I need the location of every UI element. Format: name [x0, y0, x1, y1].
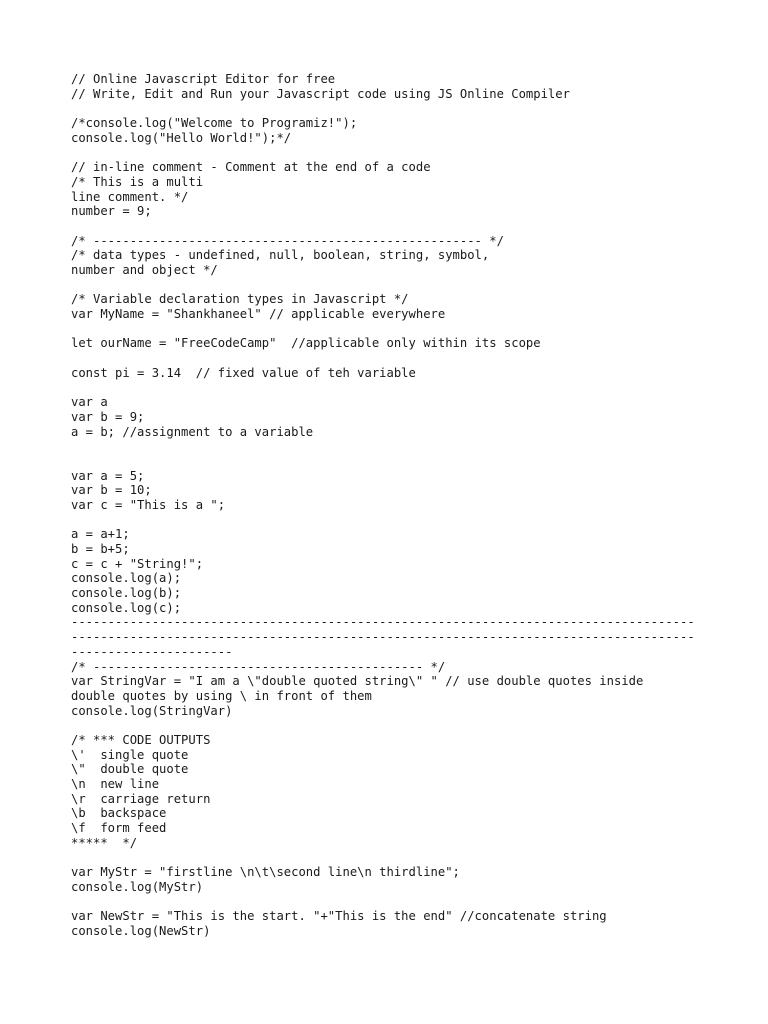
- blank-line: [71, 850, 701, 865]
- code-line: /* Variable declaration types in Javascript */: [71, 292, 409, 307]
- code-line: /* This is a multi: [71, 174, 204, 189]
- code-line: console.log(StringVar): [71, 703, 233, 718]
- code-line: console.log(a);: [71, 571, 182, 586]
- blank-line: [71, 101, 701, 116]
- code-line: var a: [71, 395, 108, 410]
- code-line: \r carriage return: [71, 791, 211, 806]
- code-line: var c = "This is a ";: [71, 497, 226, 512]
- code-line: console.log(b);: [71, 586, 182, 601]
- code-line: \" double quote: [71, 762, 189, 777]
- code-line: var a = 5;: [71, 468, 145, 483]
- code-line: var b = 9;: [71, 409, 145, 424]
- blank-line: [71, 322, 701, 337]
- blank-line: [71, 351, 701, 366]
- code-line: double quotes by using \ in front of them: [71, 688, 372, 703]
- blank-line: [71, 895, 701, 910]
- code-line: console.log(NewStr): [71, 923, 211, 938]
- code-line: var NewStr = "This is the start. "+"This is the end" //concatenate string: [71, 909, 607, 924]
- code-line: ----------------------: [71, 644, 233, 659]
- code-line: // Online Javascript Editor for free: [71, 72, 336, 86]
- code-line: line comment. */: [71, 189, 189, 204]
- blank-line: [71, 454, 701, 469]
- blank-line: [71, 278, 701, 293]
- code-line: \' single quote: [71, 747, 189, 762]
- code-line: \n new line: [71, 777, 160, 791]
- code-line: var MyName = "Shankhaneel" // applicable everywhere: [71, 307, 446, 321]
- code-line: /*console.log("Welcome to Programiz!");: [71, 116, 358, 131]
- code-line: // Write, Edit and Run your Javascript code using JS Online Compiler: [71, 86, 570, 101]
- code-line: number and object */: [71, 262, 218, 277]
- code-line: a = b; //assignment to a variable: [71, 424, 314, 439]
- code-line: /* ----------------------------------------------------- */: [71, 233, 504, 248]
- code-line: const pi = 3.14 // fixed value of teh variable: [71, 365, 416, 380]
- code-line: var b = 10;: [71, 483, 152, 498]
- code-line: c = c + "String!";: [71, 556, 204, 571]
- code-line: console.log(c);: [71, 600, 182, 615]
- blank-line: [71, 439, 701, 454]
- code-line: var StringVar = "I am a \"double quoted string\" " // use double quotes inside: [71, 674, 644, 689]
- code-line: console.log(MyStr): [71, 879, 204, 894]
- code-line: /* --------------------------------------------- */: [71, 659, 446, 674]
- code-text-block: [71, 72, 701, 939]
- code-line: \f form feed: [71, 821, 167, 836]
- code-line: b = b+5;: [71, 542, 130, 556]
- code-line: ***** */: [71, 835, 138, 850]
- code-line: // in-line comment - Comment at the end of a code: [71, 160, 431, 175]
- code-line: \b backspace: [71, 806, 167, 821]
- code-line: let ourName = "FreeCodeCamp" //applicable only within its scope: [71, 336, 541, 351]
- code-line: a = a+1;: [71, 527, 130, 542]
- code-line: number = 9;: [71, 204, 152, 219]
- blank-line: [71, 145, 701, 160]
- code-line: var MyStr = "firstline \n\t\second line\n thirdline";: [71, 865, 460, 880]
- code-line: /* data types - undefined, null, boolean, string, symbol,: [71, 248, 490, 263]
- blank-line: [71, 718, 701, 733]
- code-line: /* *** CODE OUTPUTS: [71, 732, 211, 747]
- code-line: -------------------------------------------------------------------------------------: [71, 630, 695, 645]
- blank-line: [71, 380, 701, 395]
- code-line: -------------------------------------------------------------------------------------: [71, 615, 695, 630]
- blank-line: [71, 513, 701, 528]
- blank-line: [71, 219, 701, 234]
- code-line: console.log("Hello World!");*/: [71, 130, 292, 145]
